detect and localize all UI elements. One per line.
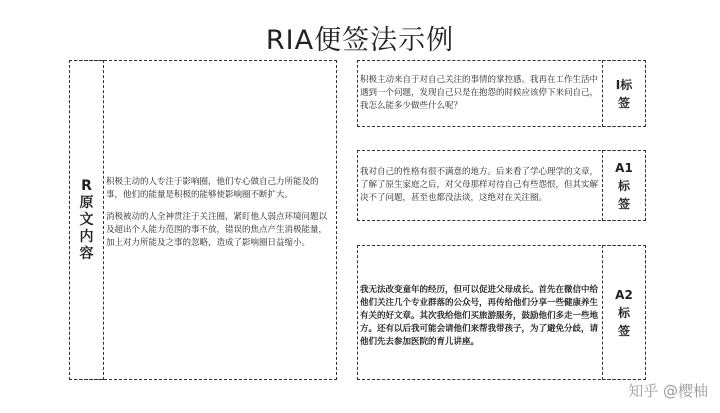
- card-a1-text: 我对自己的性格有很不满意的地方。后来看了学心理学的文章，了解了原生家庭之后，对父母那样对待自己有些怨恨，但其实解决不了问题，甚至也都没法谈，这绝对在关注圈。: [360, 167, 599, 203]
- card-a1-tag-box: [602, 150, 646, 221]
- card-a2-tag-box: [602, 245, 646, 380]
- page-title: RIA便签法示例: [265, 25, 455, 56]
- r-label: R原文内容: [79, 177, 94, 262]
- r-paragraph-1: 积极主动的人专注于影响圈，他们专心做自己力所能及的事，他们的能量是积极的能够使影响圈不断扩大。: [106, 177, 319, 200]
- card-i-text: 积极主动来自于对自己关注的事情的掌控感。我再在工作生活中遇到一个问题，发现自己只是在抱怨的时候应该停下来问自己，我怎么能多少做些什么呢？: [360, 75, 599, 111]
- r-paragraph-2: 消极被动的人全神贯注于关注圈，紧盯他人弱点环境问题以及超出个人能力范围的事不放，错误的焦点产生消极能量，加上对力所能及之事的忽略，造成了影响圈日益缩小。: [106, 212, 328, 248]
- r-label-box: [69, 60, 104, 380]
- card-i-tag-box: [602, 60, 646, 127]
- card-i-tag: I标签: [615, 77, 633, 110]
- card-a1-tag: A1标签: [615, 160, 633, 211]
- card-a2-tag: A2标签: [615, 287, 633, 338]
- r-content: [106, 176, 334, 259]
- card-a2-text: 我无法改变童年的经历，但可以促进父母成长。首先在微信中给他们关注几个专业群落的公众号，再传给他们分享一些健康养生有关的好文章。其次我给他们买旅游服务，鼓励他们多走一些地方。还有以后我可能会请他们来帮我带孩子，为了避免分歧，请他们先去参加医院的育儿讲座。: [360, 285, 599, 347]
- watermark: 知乎 @樱柚: [628, 382, 708, 400]
